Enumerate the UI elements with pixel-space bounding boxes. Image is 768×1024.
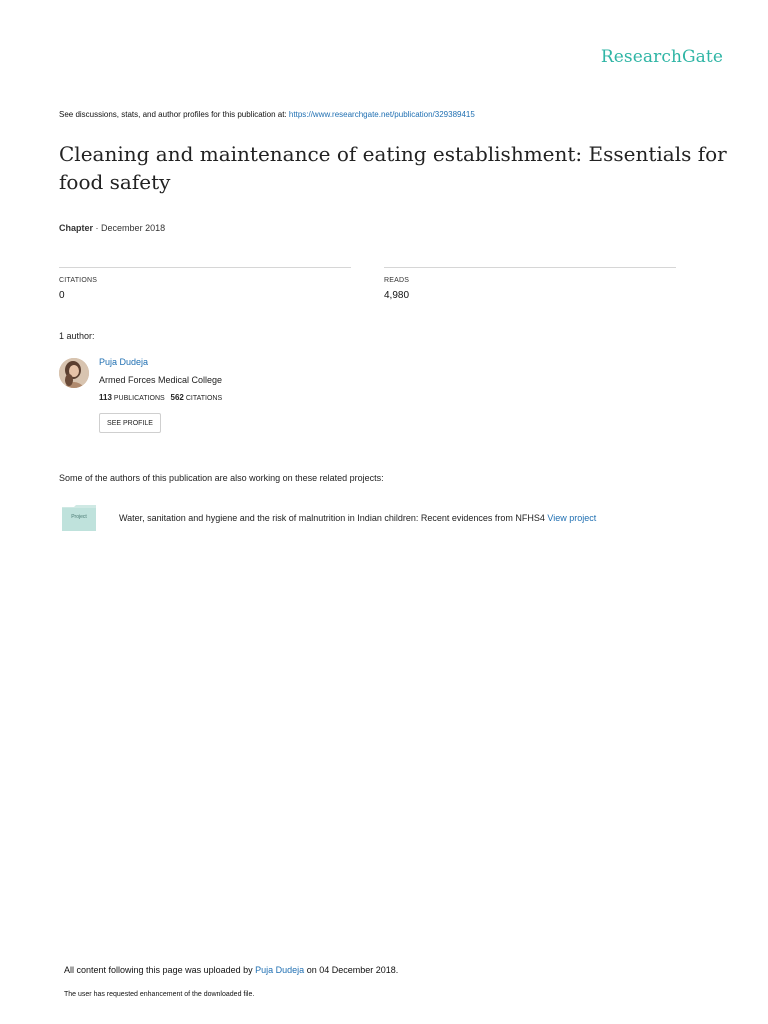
publication-meta xyxy=(59,223,165,233)
view-project-link[interactable]: View project xyxy=(547,513,597,523)
person-photo-icon xyxy=(59,358,89,388)
upload-notice xyxy=(64,965,398,975)
discussion-prefix: See discussions, stats, and author profiles for this publication at: xyxy=(59,110,287,119)
citations-value: 0 xyxy=(59,290,65,301)
author-stats xyxy=(99,393,222,402)
reads-label: READS xyxy=(384,277,410,284)
reads-divider xyxy=(384,267,676,268)
citations-divider xyxy=(59,267,351,268)
upload-prefix: All content following this page was uploaded by xyxy=(64,965,253,975)
author-citations-count: 562 xyxy=(170,393,184,402)
reads-value: 4,980 xyxy=(384,290,410,301)
enhancement-note: The user has requested enhancement of the downloaded file. xyxy=(64,991,255,998)
author-publications-count: 113 xyxy=(99,393,112,402)
publication-type: Chapter xyxy=(59,223,94,233)
author-publications-label: PUBLICATIONS xyxy=(113,395,165,402)
discussion-line xyxy=(59,110,475,119)
uploader-link[interactable]: Puja Dudeja xyxy=(255,965,305,975)
authors-heading: 1 author: xyxy=(59,331,95,341)
publication-date: December 2018 xyxy=(101,223,166,233)
author-institution: Armed Forces Medical College xyxy=(99,375,223,385)
meta-separator: · xyxy=(95,223,99,233)
related-projects-heading: Some of the authors of this publication are also working on these related projects: xyxy=(59,473,384,483)
author-avatar[interactable] xyxy=(59,358,89,388)
project-title: Water, sanitation and hygiene and the risk of malnutrition in Indian children: Recent evidences from NFHS4 xyxy=(119,513,545,523)
researchgate-logo[interactable]: ResearchGate xyxy=(600,47,723,67)
author-citations-label: CITATIONS xyxy=(185,395,223,402)
project-item xyxy=(119,513,596,523)
upload-suffix: on 04 December 2018. xyxy=(306,965,399,975)
publication-url-link[interactable]: https://www.researchgate.net/publication/329389415 xyxy=(288,110,475,119)
project-folder-icon xyxy=(62,505,96,531)
publication-title: Cleaning and maintenance of eating establishment: Essentials for food safety xyxy=(59,142,727,194)
see-profile-button[interactable]: SEE PROFILE xyxy=(99,413,161,433)
project-icon-label: Project xyxy=(71,514,87,520)
author-name-link[interactable]: Puja Dudeja xyxy=(99,357,149,367)
citations-label: CITATIONS xyxy=(59,277,98,284)
